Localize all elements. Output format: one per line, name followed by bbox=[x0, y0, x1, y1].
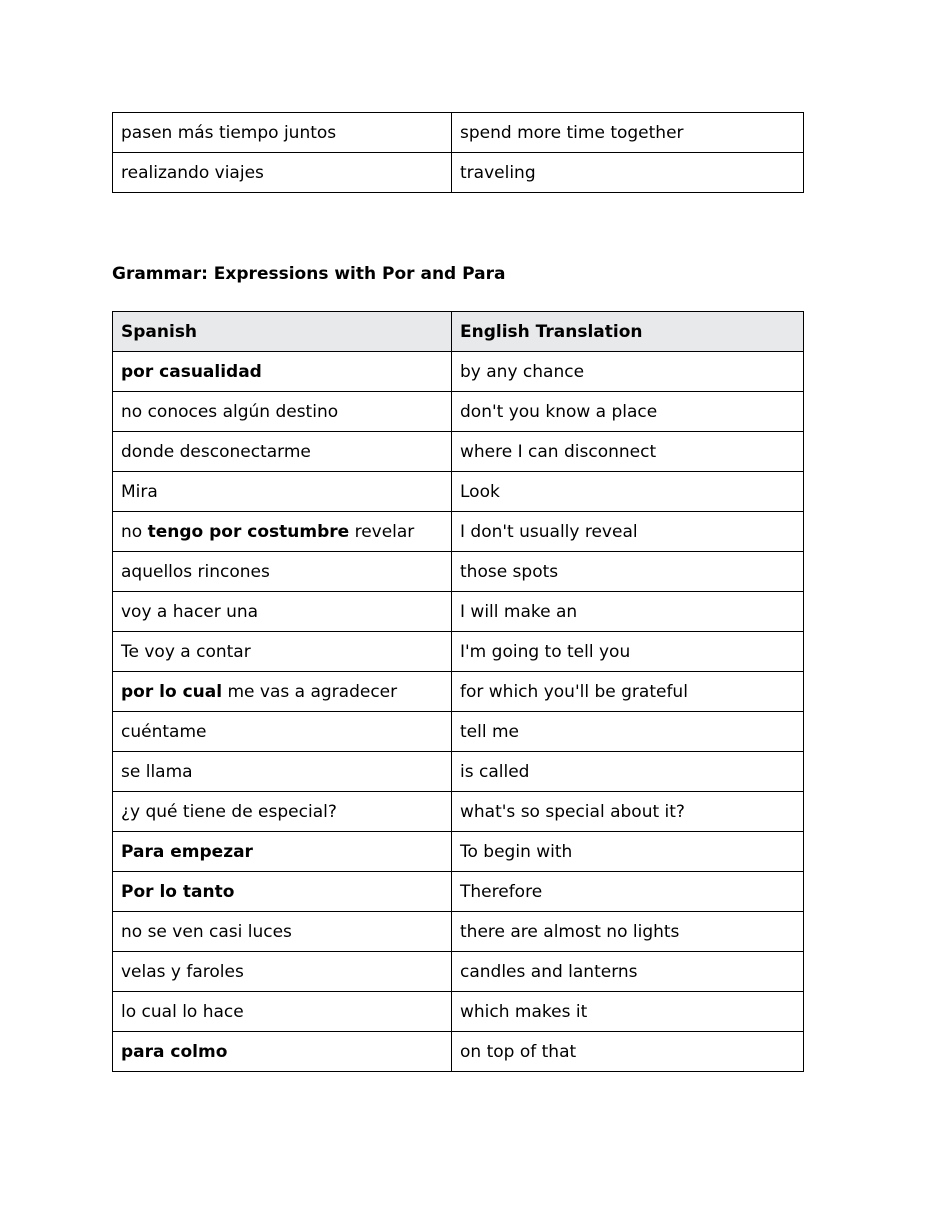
spanish-cell bbox=[113, 992, 452, 1032]
english-cell: Look bbox=[452, 472, 804, 512]
grammar-table-body bbox=[113, 352, 804, 1072]
vocabulary-table-continued bbox=[112, 112, 804, 193]
table-row bbox=[113, 752, 804, 792]
spanish-cell: pasen más tiempo juntos bbox=[113, 113, 452, 153]
expression-text: cuéntame bbox=[121, 721, 207, 742]
expression-text: ¿y qué tiene de especial? bbox=[121, 801, 337, 822]
expression-text: no conoces algún destino bbox=[121, 401, 339, 422]
spanish-cell bbox=[113, 832, 452, 872]
vocabulary-table-body bbox=[113, 113, 804, 193]
bold-expression: para colmo bbox=[121, 1041, 228, 1062]
english-cell: which makes it bbox=[452, 992, 804, 1032]
bold-expression: por lo cual bbox=[121, 681, 223, 702]
column-header-spanish: Spanish bbox=[113, 312, 452, 352]
english-cell: I don't usually reveal bbox=[452, 512, 804, 552]
table-row bbox=[113, 952, 804, 992]
spanish-cell bbox=[113, 672, 452, 712]
table-row bbox=[113, 672, 804, 712]
table-row bbox=[113, 432, 804, 472]
english-cell: is called bbox=[452, 752, 804, 792]
table-row bbox=[113, 872, 804, 912]
table-row bbox=[113, 912, 804, 952]
table-row bbox=[113, 632, 804, 672]
table-row bbox=[113, 113, 804, 153]
spanish-cell bbox=[113, 912, 452, 952]
english-cell: by any chance bbox=[452, 352, 804, 392]
bold-expression: por casualidad bbox=[121, 361, 262, 382]
spanish-cell bbox=[113, 1032, 452, 1072]
table-row bbox=[113, 1032, 804, 1072]
expression-text: se llama bbox=[121, 761, 193, 782]
bold-expression: tengo por costumbre bbox=[147, 521, 350, 542]
english-cell: where I can disconnect bbox=[452, 432, 804, 472]
spanish-cell bbox=[113, 592, 452, 632]
expression-text: voy a hacer una bbox=[121, 601, 259, 622]
english-cell: those spots bbox=[452, 552, 804, 592]
english-cell: spend more time together bbox=[452, 113, 804, 153]
table-row bbox=[113, 712, 804, 752]
english-cell: what's so special about it? bbox=[452, 792, 804, 832]
expression-text: aquellos rincones bbox=[121, 561, 270, 582]
spanish-cell bbox=[113, 752, 452, 792]
expression-text: Mira bbox=[121, 481, 158, 502]
english-cell: for which you'll be grateful bbox=[452, 672, 804, 712]
english-cell: I'm going to tell you bbox=[452, 632, 804, 672]
spanish-cell bbox=[113, 392, 452, 432]
expression-text: no se ven casi luces bbox=[121, 921, 292, 942]
spanish-cell bbox=[113, 432, 452, 472]
spanish-cell: realizando viajes bbox=[113, 153, 452, 193]
english-cell: don't you know a place bbox=[452, 392, 804, 432]
bold-expression: Por lo tanto bbox=[121, 881, 235, 902]
expression-text: Te voy a contar bbox=[121, 641, 251, 662]
table-row bbox=[113, 472, 804, 512]
expression-text: velas y faroles bbox=[121, 961, 244, 982]
expression-text: no bbox=[121, 521, 148, 542]
spanish-cell bbox=[113, 352, 452, 392]
spanish-cell bbox=[113, 512, 452, 552]
english-cell: candles and lanterns bbox=[452, 952, 804, 992]
expression-text: lo cual lo hace bbox=[121, 1001, 244, 1022]
table-header-row bbox=[113, 312, 804, 352]
english-cell: on top of that bbox=[452, 1032, 804, 1072]
expression-text: me vas a agradecer bbox=[222, 681, 398, 702]
english-cell: To begin with bbox=[452, 832, 804, 872]
table-row bbox=[113, 352, 804, 392]
table-row bbox=[113, 153, 804, 193]
table-row bbox=[113, 992, 804, 1032]
english-cell: tell me bbox=[452, 712, 804, 752]
table-row bbox=[113, 792, 804, 832]
english-cell: Therefore bbox=[452, 872, 804, 912]
spanish-cell bbox=[113, 472, 452, 512]
expression-text: revelar bbox=[349, 521, 415, 542]
grammar-section-heading: Grammar: Expressions with Por and Para bbox=[112, 264, 506, 284]
table-row bbox=[113, 552, 804, 592]
spanish-cell bbox=[113, 552, 452, 592]
table-row bbox=[113, 512, 804, 552]
table-row bbox=[113, 392, 804, 432]
spanish-cell bbox=[113, 632, 452, 672]
column-header-english: English Translation bbox=[452, 312, 804, 352]
english-cell: I will make an bbox=[452, 592, 804, 632]
spanish-cell bbox=[113, 712, 452, 752]
expression-text: donde desconectarme bbox=[121, 441, 311, 462]
english-cell: there are almost no lights bbox=[452, 912, 804, 952]
spanish-cell bbox=[113, 792, 452, 832]
english-cell: traveling bbox=[452, 153, 804, 193]
spanish-cell bbox=[113, 872, 452, 912]
bold-expression: Para empezar bbox=[121, 841, 253, 862]
spanish-cell bbox=[113, 952, 452, 992]
grammar-expressions-table bbox=[112, 311, 804, 1072]
table-row bbox=[113, 592, 804, 632]
table-row bbox=[113, 832, 804, 872]
